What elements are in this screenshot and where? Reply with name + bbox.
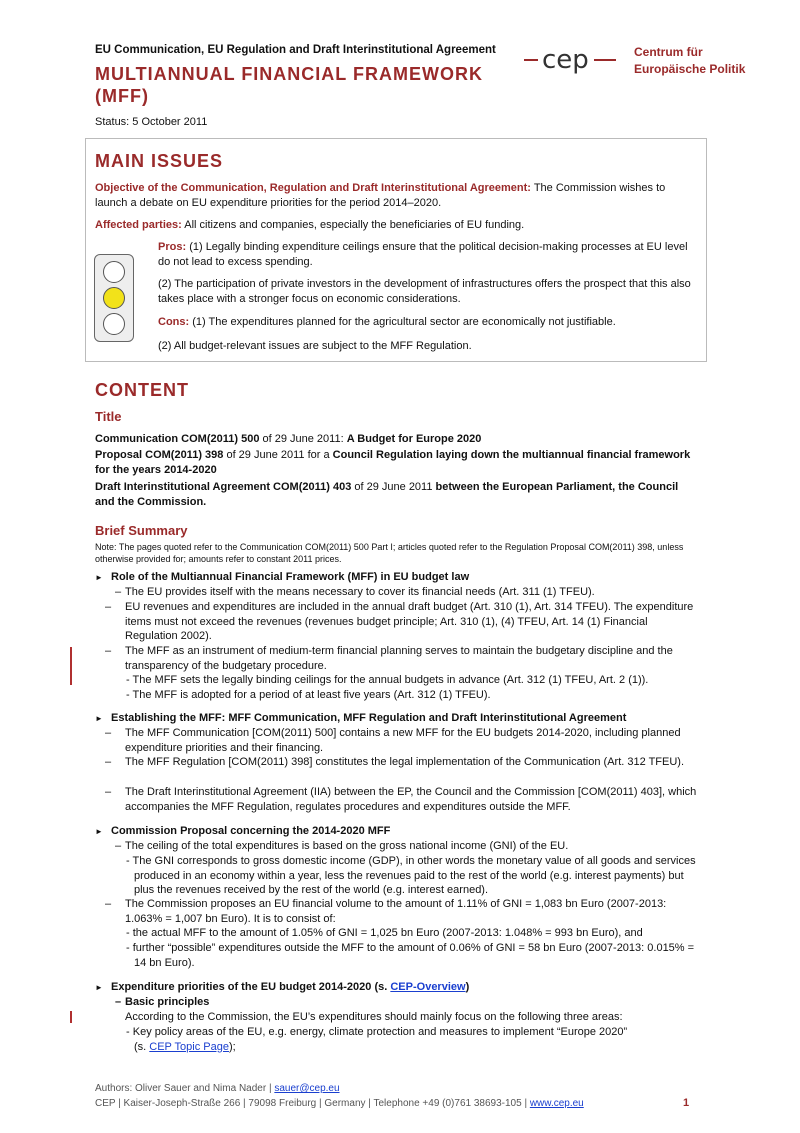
content-heading: CONTENT bbox=[95, 380, 189, 400]
affected-parties-paragraph bbox=[95, 218, 695, 233]
s1-item-b: – EU revenues and expenditures are included in the annual draft budget (Art. 310 (1), Art. 314 TFEU). The expenditure items must not exceed the revenues (revenues budget principle; Art. 310 (1), (4) TFEU, Art. 14 (1) Financial Regulation 2002). bbox=[105, 601, 694, 642]
title-item-1 bbox=[95, 432, 695, 447]
summary-note: Note: The pages quoted refer to the Communication COM(2011) 500 Part I; articles quoted refer to the Regulation Proposal COM(2011) 398, unless otherwise provided for; amounts refer to constant 2011 prices. bbox=[95, 542, 684, 564]
s4-a1-post: ); bbox=[228, 1040, 236, 1053]
s1-c2-text: The MFF is adopted for a period of at least five years (Art. 312 (1) TFEU). bbox=[132, 689, 491, 701]
s3-item-a1: - The GNI corresponds to gross domestic income (GDP), in other words the monetary value of all goods and services produced in an economy within a year, less the revenues paid to the rest of the world (e.g. interest payments) but plus the revenues received by the rest of the world (e.g. interest earned). bbox=[126, 855, 696, 896]
t1-bold2: A Budget for Europe 2020 bbox=[346, 433, 482, 445]
section-3-heading bbox=[95, 824, 695, 840]
affected-text: All citizens and companies, especially the beneficiaries of EU funding. bbox=[184, 219, 525, 231]
traffic-light-red bbox=[103, 261, 125, 283]
bullet-arrow-icon: ► bbox=[95, 983, 103, 992]
objective-text: The Commission wishes to launch a debate on EU expenditure priorities for the period 2014–2020. bbox=[95, 182, 666, 209]
bullet-arrow-icon: ► bbox=[95, 573, 103, 582]
page-number: 1 bbox=[683, 1097, 690, 1109]
s2-c-text: The Draft Interinstitutional Agreement (IIA) between the EP, the Council and the Commission [COM(2011) 403], which accompanies the MFF Regulation, regulates procedures and expenditures outside the MFF. bbox=[125, 786, 697, 813]
brief-summary-heading: Brief Summary bbox=[95, 523, 188, 538]
s1-item-c1: - The MFF sets the legally binding ceilings for the annual budgets in advance (Art. 312 (1) TFEU, Art. 2 (1)). bbox=[126, 674, 649, 686]
t2-bold2: Council Regulation laying down the multiannual financial framework for the years 2014-2020 bbox=[95, 449, 691, 476]
s1-b-text: EU revenues and expenditures are included in the annual draft budget (Art. 310 (1), Art. 314 TFEU). The expenditure items must not exceed the revenues (revenues budget principle; Art. 310 (1), (4) TFEU, Art. 14 (1) Financial Regulation 2002). bbox=[125, 601, 694, 642]
pros-label: Pros: bbox=[158, 241, 187, 253]
s1-item-c2: - The MFF is adopted for a period of at least five years (Art. 312 (1) TFEU). bbox=[126, 689, 491, 701]
affected-label: Affected parties: bbox=[95, 219, 182, 231]
address-text: CEP | Kaiser-Joseph-Straße 266 | 79098 Freiburg | Germany | Telephone +49 (0)761 38693-105 | bbox=[95, 1098, 530, 1109]
s1-c-text: The MFF as an instrument of medium-term financial planning serves to maintain the budgetary discipline and the transparency of the budgetary procedure. bbox=[125, 645, 673, 672]
s4-subheading: – Basic principles bbox=[115, 996, 210, 1008]
t2-bold: Proposal COM(2011) 398 bbox=[95, 449, 224, 461]
organization-name bbox=[634, 44, 745, 78]
s3-a-text: The ceiling of the total expenditures is based on the gross national income (GNI) of the EU. bbox=[125, 840, 569, 852]
cons-paragraph-1 bbox=[158, 315, 693, 330]
cons-paragraph-2: (2) All budget-relevant issues are subject to the MFF Regulation. bbox=[158, 340, 472, 352]
title-line-1: MULTIANNUAL FINANCIAL FRAMEWORK bbox=[95, 64, 483, 84]
s2-a-text: The MFF Communication [COM(2011) 500] contains a new MFF for the EU budgets 2014-2020, including planned expenditure priorities and their financing. bbox=[125, 727, 681, 754]
pros-text-1: (1) Legally binding expenditure ceilings ensure that the political decision-making processes at EU level do not lead to excess spending. bbox=[158, 241, 688, 268]
t3-bold2: between the European Parliament, the Council and the Commission. bbox=[95, 481, 679, 508]
bullet-arrow-icon: ► bbox=[95, 827, 103, 836]
footer-address bbox=[95, 1098, 584, 1109]
traffic-light-icon bbox=[94, 254, 134, 342]
cons-text-1: (1) The expenditures planned for the agricultural sector are economically not justifiable. bbox=[192, 316, 616, 328]
pros-paragraph-2: (2) The participation of private investors in the development of infrastructures offers the prospect that this also takes place with a stronger focus on economic considerations. bbox=[158, 278, 691, 305]
s3-b2-text: further “possible” expenditures outside the MFF to the amount of 0.06% of GNI = 58 bn Euro (2007-2013: 0.015% = 14 bn Euro). bbox=[132, 942, 695, 969]
cep-overview-link[interactable]: CEP-Overview bbox=[390, 981, 466, 993]
section-1-heading bbox=[95, 570, 695, 586]
logo-text: cep bbox=[542, 45, 589, 75]
s3-b1-text: the actual MFF to the amount of 1.05% of GNI = 1,025 bn Euro (2007-2013: 1.048% = 993 bn Euro), and bbox=[132, 927, 643, 939]
s3-item-b1: - the actual MFF to the amount of 1.05% of GNI = 1,025 bn Euro (2007-2013: 1.048% = 993 bn Euro), and bbox=[126, 927, 643, 939]
title-heading: Title bbox=[95, 409, 122, 424]
title-item-3 bbox=[95, 480, 695, 510]
cep-topic-page-link[interactable]: CEP Topic Page bbox=[149, 1040, 229, 1053]
t1-bold: Communication COM(2011) 500 bbox=[95, 433, 260, 445]
s2-b-text: The MFF Regulation [COM(2011) 398] constitutes the legal implementation of the Communication (Art. 312 TFEU). bbox=[125, 756, 685, 768]
s3-head-text: Commission Proposal concerning the 2014-2020 MFF bbox=[111, 825, 391, 837]
s3-item-b2: - further “possible” expenditures outside the MFF to the amount of 0.06% of GNI = 58 bn Euro (2007-2013: 0.015% = 14 bn Euro). bbox=[126, 942, 695, 969]
t2-rest: of 29 June 2011 for a bbox=[223, 449, 333, 461]
s1-head-text: Role of the Multiannual Financial Framework (MFF) in EU budget law bbox=[111, 571, 470, 583]
cep-logo bbox=[520, 40, 620, 80]
s2-item-c: – The Draft Interinstitutional Agreement (IIA) between the EP, the Council and the Commission [COM(2011) 403], which accompanies the MFF Regulation, regulates procedures and expenditures outside the MFF. bbox=[105, 786, 697, 813]
s1-a-text: The EU provides itself with the means necessary to cover its financial needs (Art. 311 (1) TFEU). bbox=[125, 586, 595, 598]
s3-item-a: – The ceiling of the total expenditures is based on the gross national income (GNI) of the EU. bbox=[115, 840, 569, 852]
t3-bold: Draft Interinstitutional Agreement COM(2011) 403 bbox=[95, 481, 352, 493]
s2-head-text: Establishing the MFF: MFF Communication, MFF Regulation and Draft Interinstitutional Agreement bbox=[111, 712, 627, 724]
org-line-1: Centrum für bbox=[634, 45, 703, 59]
traffic-light-yellow bbox=[103, 287, 125, 309]
traffic-light-green bbox=[103, 313, 125, 335]
change-marker bbox=[70, 1011, 72, 1023]
title-item-2 bbox=[95, 448, 695, 478]
objective-paragraph bbox=[95, 181, 695, 211]
s3-item-b: – The Commission proposes an EU financial volume to the amount of 1.11% of GNI = 1,083 bn Euro (2007-2013: 1.063% = 1,007 bn Euro). It is to consist of: bbox=[105, 898, 667, 925]
s4-item-a1: - Key policy areas of the EU, e.g. energy, climate protection and measures to implement “Europe 2020” (s. CEP Topic Page); bbox=[126, 1026, 628, 1053]
s1-item-c: – The MFF as an instrument of medium-term financial planning serves to maintain the budgetary discipline and the transparency of the budgetary procedure. bbox=[105, 645, 673, 672]
author-email-link[interactable]: sauer@cep.eu bbox=[274, 1083, 340, 1094]
status-date: Status: 5 October 2011 bbox=[95, 116, 208, 128]
objective-label: Objective of the Communication, Regulation and Draft Interinstitutional Agreement: bbox=[95, 182, 531, 194]
change-marker bbox=[70, 647, 72, 685]
document-subtitle: EU Communication, EU Regulation and Draft Interinstitutional Agreement bbox=[95, 44, 496, 56]
org-line-2: Europäische Politik bbox=[634, 62, 746, 76]
section-2-heading bbox=[95, 711, 695, 727]
s4-sub-text: Basic principles bbox=[125, 996, 210, 1008]
main-issues-heading: MAIN ISSUES bbox=[95, 151, 224, 171]
s4-a1-pre: (s. bbox=[134, 1040, 150, 1053]
s2-item-a: – The MFF Communication [COM(2011) 500] contains a new MFF for the EU budgets 2014-2020, including planned expenditure priorities and their financing. bbox=[105, 727, 681, 754]
s1-item-a: – The EU provides itself with the means necessary to cover its financial needs (Art. 311 (1) TFEU). bbox=[115, 586, 595, 598]
t1-rest: of 29 June 2011: bbox=[259, 433, 347, 445]
section-4-heading bbox=[95, 980, 695, 996]
s3-b-text: The Commission proposes an EU financial volume to the amount of 1.11% of GNI = 1,083 bn Euro (2007-2013: 1.063% = 1,007 bn Euro). It is to consist of: bbox=[125, 898, 667, 925]
s2-item-b: – The MFF Regulation [COM(2011) 398] constitutes the legal implementation of the Communication (Art. 312 TFEU). bbox=[105, 756, 685, 768]
website-link[interactable]: www.cep.eu bbox=[529, 1098, 584, 1109]
cons-label: Cons: bbox=[158, 316, 190, 328]
bullet-arrow-icon: ► bbox=[95, 714, 103, 723]
pros-paragraph-1 bbox=[158, 240, 693, 270]
t3-rest: of 29 June 2011 bbox=[351, 481, 436, 493]
authors-text: Authors: Oliver Sauer and Nima Nader | bbox=[95, 1083, 275, 1094]
title-line-2: (MFF) bbox=[95, 86, 149, 106]
document-title bbox=[95, 63, 525, 107]
s4-a1-text: Key policy areas of the EU, e.g. energy, climate protection and measures to implement “Europe 2020” bbox=[132, 1026, 628, 1038]
s4-head-end: ) bbox=[465, 981, 470, 993]
s4-item-a: According to the Commission, the EU’s expenditures should mainly focus on the following three areas: bbox=[125, 1011, 623, 1023]
s3-a1-text: The GNI corresponds to gross domestic income (GDP), in other words the monetary value of all goods and services produced in an economy within a year, less the revenues paid to the rest of the world (e.g. interest payments) but plus the revenues received by the rest of the world (e.g. interest earned). bbox=[132, 855, 696, 896]
footer-authors bbox=[95, 1083, 340, 1094]
s1-c1-text: The MFF sets the legally binding ceilings for the annual budgets in advance (Art. 312 (1) TFEU, Art. 2 (1)). bbox=[132, 674, 649, 686]
s4-head-text: Expenditure priorities of the EU budget 2014-2020 (s. bbox=[111, 981, 391, 993]
